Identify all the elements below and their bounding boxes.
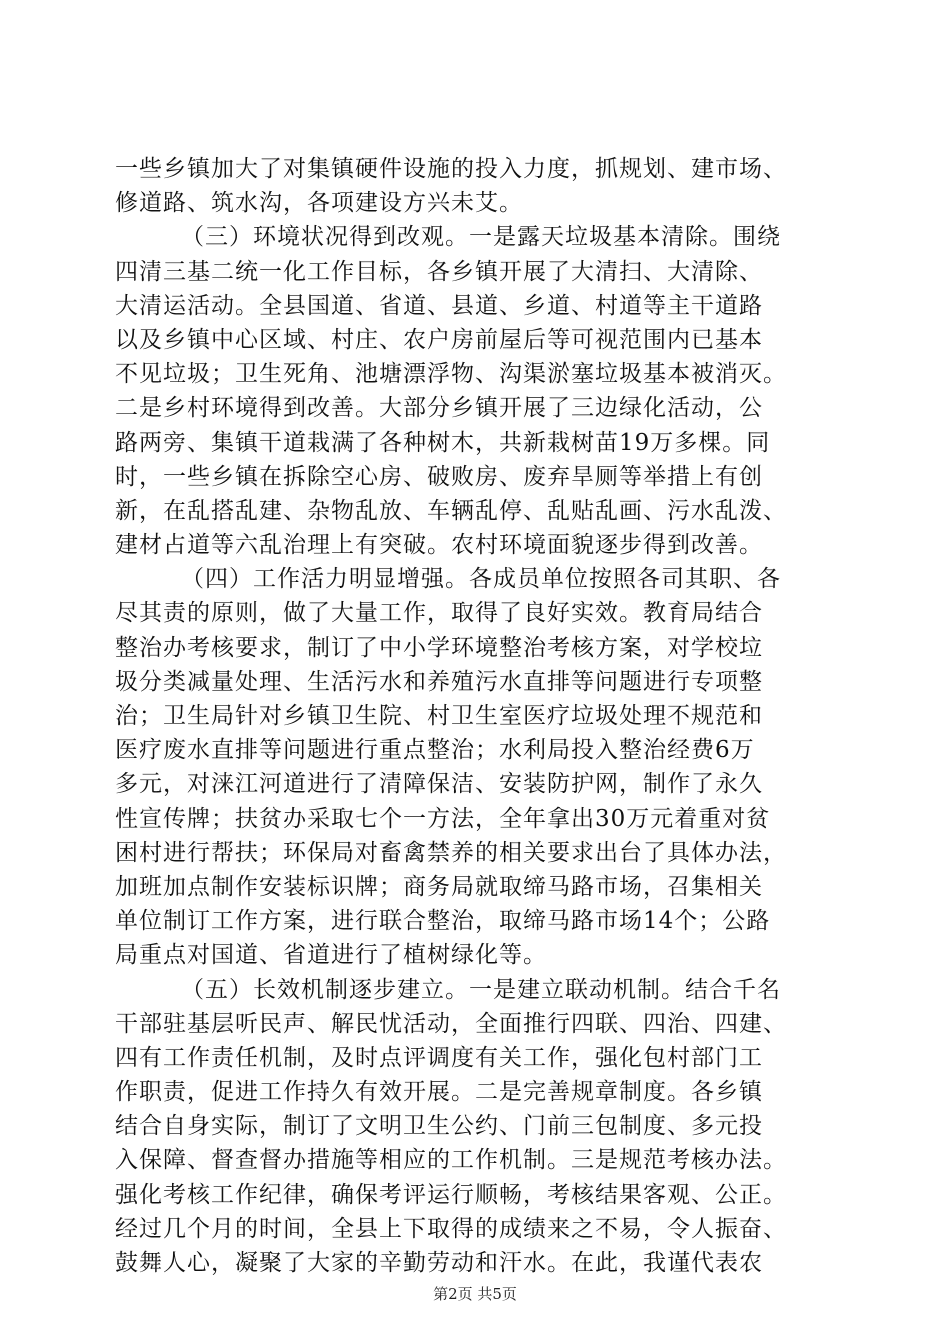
body-line: 入保障、督查督办措施等相应的工作机制。三是规范考核办法。 bbox=[115, 1147, 787, 1174]
body-line: 单位制订工作方案，进行联合整治，取缔马路市场14个；公路 bbox=[115, 908, 771, 935]
body-line: 修道路、筑水沟，各项建设方兴未艾。 bbox=[115, 190, 523, 217]
body-line: 治；卫生局针对乡镇卫生院、村卫生室医疗垃圾处理不规范和 bbox=[115, 703, 763, 729]
body-line: 多元，对涞江河道进行了清障保洁、安装防护网，制作了永久 bbox=[115, 771, 763, 798]
body-line: 性宣传牌；扶贫办采取七个一方法，全年拿出30万元着重对贫 bbox=[115, 805, 771, 832]
body-line: 整治办考核要求，制订了中小学环境整治考核方案，对学校垃 bbox=[115, 634, 763, 661]
body-line: 尽其责的原则，做了大量工作，取得了良好实效。教育局结合 bbox=[115, 600, 763, 627]
body-line: 建材占道等六乱治理上有突破。农村环境面貌逐步得到改善。 bbox=[115, 532, 763, 559]
page-number-label: 第2页 共5页 bbox=[433, 1285, 517, 1303]
body-line: 大清运活动。全县国道、省道、县道、乡道、村道等主干道路 bbox=[115, 292, 763, 319]
body-line: 不见垃圾；卫生死角、池塘漂浮物、沟渠淤塞垃圾基本被消灭。 bbox=[115, 361, 787, 388]
body-line: 四有工作责任机制，及时点评调度有关工作，强化包村部门工 bbox=[115, 1044, 763, 1071]
document-body bbox=[115, 152, 837, 1280]
body-line: 二是乡村环境得到改善。大部分乡镇开展了三边绿化活动，公 bbox=[115, 395, 763, 422]
body-line: 路两旁、集镇干道栽满了各种树木，共新栽树苗19万多棵。同 bbox=[115, 429, 771, 456]
body-line: 四清三基二统一化工作目标，各乡镇开展了大清扫、大清除、 bbox=[115, 258, 763, 285]
body-line: 新，在乱搭乱建、杂物乱放、车辆乱停、乱贴乱画、污水乱泼、 bbox=[115, 497, 787, 524]
section-heading-line: （五）长效机制逐步建立。一是建立联动机制。结合千名 bbox=[181, 976, 781, 1003]
body-line: 圾分类减量处理、生活污水和养殖污水直排等问题进行专项整 bbox=[115, 668, 763, 695]
section-heading-line: （四）工作活力明显增强。各成员单位按照各司其职、各 bbox=[181, 566, 781, 593]
body-line: 以及乡镇中心区域、村庄、农户房前屋后等可视范围内已基本 bbox=[115, 326, 763, 353]
body-line: 鼓舞人心，凝聚了大家的辛勤劳动和汗水。在此，我谨代表农 bbox=[115, 1250, 763, 1276]
body-line: 困村进行帮扶；环保局对畜禽禁养的相关要求出台了具体办法， bbox=[115, 839, 787, 866]
section-heading-line: （三）环境状况得到改观。一是露天垃圾基本清除。围绕 bbox=[181, 224, 781, 251]
body-line: 加班加点制作安装标识牌；商务局就取缔马路市场，召集相关 bbox=[115, 873, 763, 900]
body-line: 医疗废水直排等问题进行重点整治；水利局投入整治经费6万 bbox=[115, 737, 755, 764]
body-line: 经过几个月的时间，全县上下取得的成绩来之不易，令人振奋、 bbox=[115, 1215, 787, 1242]
body-line: 一些乡镇加大了对集镇硬件设施的投入力度，抓规划、建市场、 bbox=[115, 156, 787, 182]
body-line: 作职责，促进工作持久有效开展。二是完善规章制度。各乡镇 bbox=[115, 1079, 763, 1106]
page-footer bbox=[0, 1283, 950, 1304]
body-line: 时，一些乡镇在拆除空心房、破败房、废弃旱厕等举措上有创 bbox=[115, 463, 763, 490]
body-line: 结合自身实际，制订了文明卫生公约、门前三包制度、多元投 bbox=[115, 1113, 763, 1140]
body-line: 局重点对国道、省道进行了植树绿化等。 bbox=[115, 942, 547, 969]
body-line: 强化考核工作纪律，确保考评运行顺畅，考核结果客观、公正。 bbox=[115, 1181, 787, 1208]
body-line: 干部驻基层听民声、解民忧活动，全面推行四联、四治、四建、 bbox=[115, 1010, 787, 1037]
